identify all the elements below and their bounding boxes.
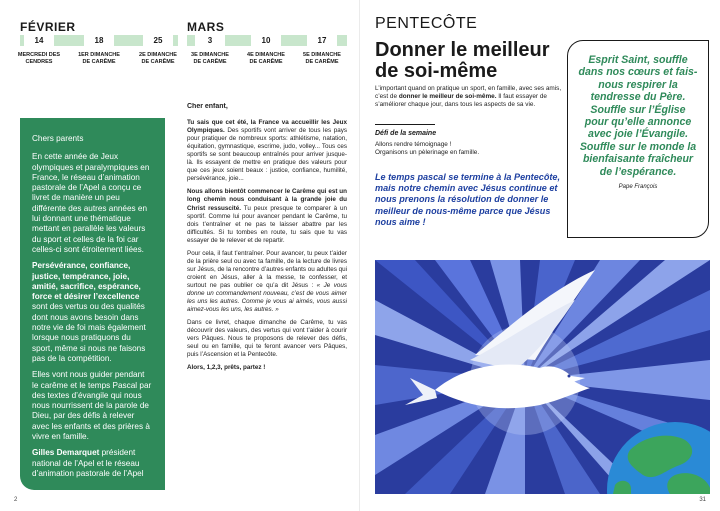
parents-greeting: Chers parents	[32, 134, 84, 143]
quote-text: Esprit Saint, souffle dans nos cœurs et fais-nous respirer la tendresse du Père. Souffle sur l’Église pour qu’elle annonce avec joie l’Évangile. Souffle sur le monde la bienfaisante fraîcheur de l’espérance.	[578, 54, 698, 178]
right-page	[360, 0, 720, 511]
virtues-list: Persévérance, confiance, justice, tempérance, joie, amitié, sacrifice, espérance, force et désirer l’excellence	[32, 261, 141, 302]
parents-paragraph: En cette année de Jeux olympiques et paralympiques en France, le réseau d’animation pastorale de l’Apel a conçu ce livret de manière un peu différente des autres années en lui donnant une thématique mettant en parallèle les valeurs du sport et celles de la foi car celles-ci sont étroitement liées.	[32, 152, 150, 254]
calendar-day: 25	[143, 35, 173, 46]
child-paragraph-text: Pour cela, il faut t’entraîner. Pour avancer, tu peux t’aider de la prière seul ou avec ta famille, de la lecture de livres sur Jésus, de la rencontre d’autres enfants ou adultes qui croient en Jésus, aller à la messe, te confesser, et surtout ne pas oublier ce qu’a dit Jésus :	[187, 249, 347, 289]
child-paragraph	[187, 188, 347, 244]
child-paragraph-bold: Tu sais que cet été, la France va accueillir les Jeux Olympiques.	[187, 119, 347, 135]
child-paragraph-bold: Nous allons bientôt commencer le Carême qui est un long chemin nous conduisant à la grande joie du Christ ressuscité.	[187, 188, 347, 212]
challenge-line: Organisons un pèlerinage en famille.	[375, 149, 480, 156]
parents-letter-box	[20, 118, 165, 490]
calendar-day-label: 5E DIMANCHE DE CARÊME	[303, 52, 341, 65]
child-paragraph	[187, 250, 347, 314]
page-number-left: 2	[14, 497, 18, 503]
calendar-day: 3	[195, 35, 225, 46]
child-paragraph: Dans ce livret, chaque dimanche de Carême, tu vas découvrir des valeurs, des vertus qui vont t’aider à courir vers Pâques. Nous te proposons de relever des défis, seul ou en famille, qui te feront avancer vers Pâques, puis l’Ascension et la Pentecôte.	[187, 319, 347, 359]
divider	[375, 124, 435, 125]
pentecost-illustration	[375, 260, 710, 494]
closing-text: Alors, 1,2,3, prêts, partez !	[187, 364, 266, 372]
lead-text: L’important quand on pratique un sport, en famille, avec ses amis, c’est de	[375, 85, 562, 100]
parents-paragraph: Elles vont nous guider pendant le carême et le temps Pascal par des textes d’évangile qui nous nous nourrissent de la parole de Dieu, par des défis à relever avec les enfants et des prières à vivre en famille.	[32, 370, 152, 442]
page-title: Donner le meilleur de soi-même	[375, 39, 550, 82]
quote-card	[567, 40, 709, 238]
challenge-title: Défi de la semaine	[375, 130, 437, 137]
calendar-day-label: 2E DIMANCHE DE CARÊME	[139, 52, 177, 65]
calendar-day: 10	[251, 35, 281, 46]
calendar-day-label: 4E DIMANCHE DE CARÊME	[247, 52, 285, 65]
child-greeting: Cher enfant,	[187, 103, 228, 110]
section-kicker: PENTECÔTE	[375, 15, 478, 32]
month-label-february: FÉVRIER	[20, 20, 76, 34]
calendar-day-label: 3E DIMANCHE DE CARÊME	[191, 52, 229, 65]
highlight-paragraph: Le temps pascal se termine à la Pentecôte, mais notre chemin avec Jésus continue et nous prenons la résolution de donner le meilleur de nous-même parce que Jésus nous aime !	[375, 172, 560, 227]
parents-paragraph	[32, 261, 153, 364]
month-label-march: MARS	[187, 20, 225, 34]
calendar-day: 17	[307, 35, 337, 46]
child-paragraph-text: Des sportifs vont arriver de tous les pays pour pratiquer de nombreux sports: athlétisme, natation, équitation, gymnastique, escrime, judo, volley... Tous ces sportifs se sont beaucoup entraînés pour arriver jusque-là. Ils essayent de mettre en pratique des valeurs pour que ces jeux soient beaux : justice, confiance, humilité, persévérance, joie...	[187, 127, 347, 183]
child-paragraph-text: Tu peux presque te comparer à un sportif. Comme lui pour avancer pendant le Carême, tu dois t’entraîner et ne pas te laisser abattre par les difficultés. Si tu tombes en route, tu sais que tu vas essayer de te relever et de repartir.	[187, 204, 347, 244]
page-number-right: 31	[699, 497, 706, 503]
child-paragraph	[187, 119, 347, 183]
calendar-day-label: 1ER DIMANCHE DE CARÊME	[78, 52, 120, 65]
child-letter	[187, 103, 347, 483]
signature-role: président national de l’Apel et le réseau d’animation pastorale de l’Apel	[32, 448, 144, 478]
calendar-day-label: MERCREDI DES CENDRES	[17, 52, 61, 65]
lead-text: Il faut essayer de s’améliorer chaque jour, dans tous les aspects de sa vie.	[375, 93, 547, 108]
signature-name: Gilles Demarquet	[32, 448, 100, 458]
lead-paragraph	[375, 85, 565, 109]
lead-bold: donner le meilleur de soi-même.	[398, 93, 497, 100]
closing-line	[187, 364, 347, 372]
gospel-quote: « Je vous donne un commandement nouveau, c’est de vous aimer les uns les autres. Comme je vous ai aimés, vous aussi aimez-vous les uns, les autres. »	[187, 281, 347, 314]
virtues-text: sont des vertus ou des qualités dont nous avons besoin dans notre vie de foi mais également lorsque nous pratiquons du sport, même si nous ne faisons pas de la compétition.	[32, 302, 146, 363]
challenge-text	[375, 141, 565, 157]
calendar-day: 14	[24, 35, 54, 46]
calendar-day: 18	[84, 35, 114, 46]
quote-author: Pape François	[618, 184, 658, 191]
signature	[32, 448, 153, 479]
illustration-svg	[375, 260, 710, 494]
challenge-line: Allons rendre témoignage !	[375, 141, 452, 148]
